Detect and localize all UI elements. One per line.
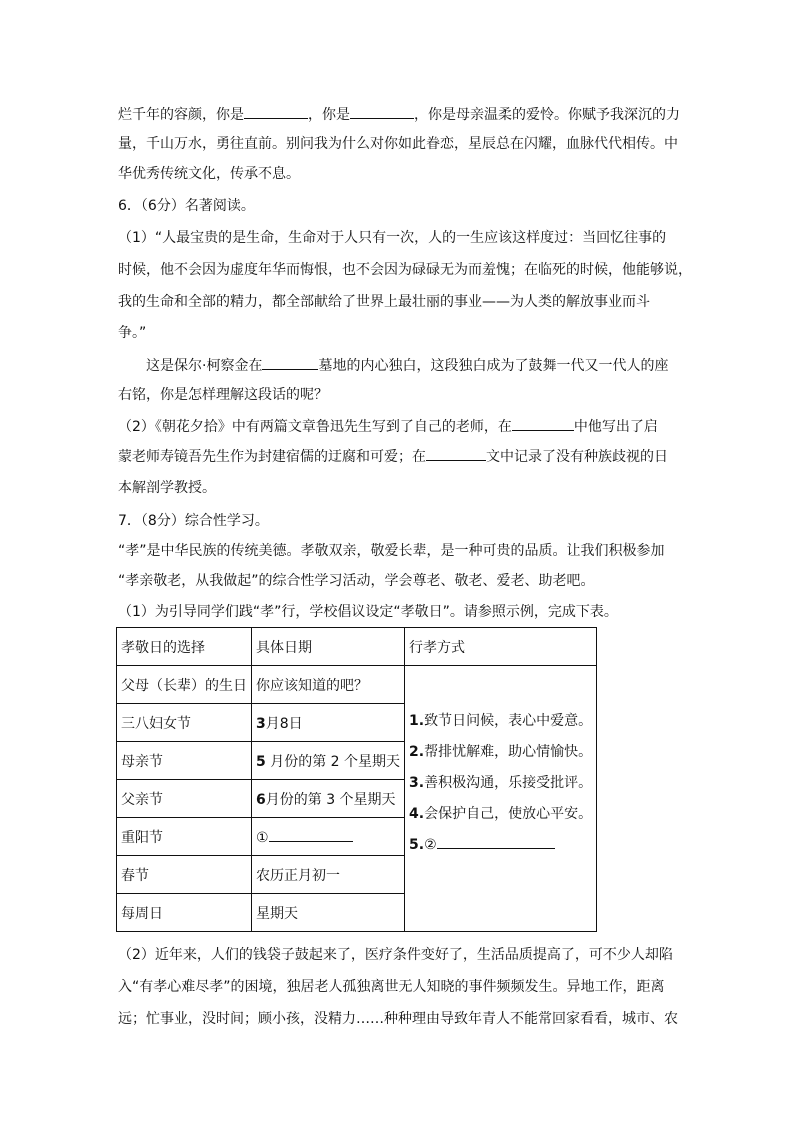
q7-p2-line-2: 入“有孝心难尽孝”的困境，独居老人孤独离世无人知晓的事件频频发生。异地工作，距离 xyxy=(118,979,665,995)
table-cell-ways xyxy=(405,666,597,932)
q7-p1-line: （1）为引导同学们践“孝”行，学校倡议设定“孝敬日”。请参照示例，完成下表。 xyxy=(118,604,618,620)
table-cell-date: 3月8日 xyxy=(252,704,405,742)
answer-blank[interactable] xyxy=(512,416,574,431)
table-cell-day: 每周日 xyxy=(117,894,252,932)
q7-p2-line-3: 远；忙事业，没时间；顾小孩，没精力……种种理由导致年青人不能常回家看看，城市、农 xyxy=(118,1011,678,1027)
answer-blank[interactable] xyxy=(426,446,486,461)
q7-intro-line-1: “孝”是中华民族的传统美德。孝敬双亲，敬爱长辈，是一种可贵的品质。让我们积极参加 xyxy=(118,543,665,559)
way-item: 1.致节日问候，表心中爱意。 xyxy=(409,713,593,729)
table-header-row xyxy=(117,628,597,666)
q7-heading: 7．（8分）综合性学习。 xyxy=(118,513,269,529)
q6-p1-line-5 xyxy=(146,355,668,376)
q7-intro-line-2: “孝亲敬老，从我做起”的综合性学习活动，学会尊老、敬老、爱老、助老吧。 xyxy=(118,573,595,589)
answer-blank[interactable] xyxy=(269,827,353,842)
q6-p1-line-1: （1）“人最宝贵的是生命，生命对于人只有一次，人的一生应该这样度过：当回忆往事的 xyxy=(118,230,667,246)
table-cell-date: 你应该知道的吧？ xyxy=(252,666,405,704)
way-item: 5.② xyxy=(409,830,592,861)
q6-p1-line-4: 争。” xyxy=(118,325,147,341)
table-cell-day: 父亲节 xyxy=(117,780,252,818)
filial-day-table xyxy=(116,627,597,932)
way-item: 3.善积极沟通，乐接受批评。 xyxy=(409,775,593,791)
table-header: 孝敬日的选择 xyxy=(117,628,252,666)
table-cell-date: 星期天 xyxy=(252,894,405,932)
way-item: 4.会保护自己，使放心平安。 xyxy=(409,806,593,822)
q6-text: 中他写出了启 xyxy=(573,419,658,435)
answer-blank[interactable] xyxy=(437,834,555,849)
q6-p2-line-1 xyxy=(118,416,658,437)
q6-p2-line-2 xyxy=(118,446,668,467)
q7-p2-line-1: （2）近年来，人们的钱袋子鼓起来了，医疗条件变好了，生活品质提高了，可不少人却陷 xyxy=(118,947,673,963)
intro-text: ，你是 xyxy=(308,107,350,123)
table-header: 具体日期 xyxy=(252,628,405,666)
intro-line-1 xyxy=(118,104,680,125)
intro-line-2: 量，千山万水，勇往直前。别问我为什么对你如此眷恋，星辰总在闪耀，血脉代代相传。中 xyxy=(118,136,678,152)
table-cell-day: 三八妇女节 xyxy=(117,704,252,742)
table-cell-date: ① xyxy=(252,818,405,856)
table-cell-date: 6月份的第 3 个星期天 xyxy=(252,780,405,818)
q6-text: （2）《朝花夕拾》中有两篇文章鲁迅先生写到了自己的老师，在 xyxy=(118,419,512,435)
q6-text: 墓地的内心独白，这段独白成为了鼓舞一代又一代人的座 xyxy=(318,358,669,374)
q6-text: 这是保尔·柯察金在 xyxy=(146,358,263,374)
table-cell-date: 5 月份的第 2 个星期天 xyxy=(252,742,405,780)
table-cell-date: 农历正月初一 xyxy=(252,856,405,894)
answer-blank[interactable] xyxy=(262,355,318,370)
answer-blank[interactable] xyxy=(244,104,308,119)
intro-text: 烂千年的容颜，你是 xyxy=(118,107,244,123)
q6-p1-line-3: 我的生命和全部的精力，都全部献给了世界上最壮丽的事业——为人类的解放事业而斗 xyxy=(118,294,650,310)
q6-heading: 6．（6分）名著阅读。 xyxy=(118,198,255,214)
q6-text: 文中记录了没有种族歧视的日 xyxy=(486,449,668,465)
intro-text: ，你是母亲温柔的爱怜。你赋予我深沉的力 xyxy=(414,107,680,123)
answer-blank[interactable] xyxy=(350,104,414,119)
table-header: 行孝方式 xyxy=(405,628,597,666)
q6-p1-line-2: 时候，他不会因为虚度年华而悔恨，也不会因为碌碌无为而羞愧；在临死的时候，他能够说， xyxy=(118,262,692,278)
table-cell-day: 父母（长辈）的生日 xyxy=(117,666,252,704)
table-cell-day: 春节 xyxy=(117,856,252,894)
table-row xyxy=(117,666,597,704)
q6-p1-line-6: 右铭，你是怎样理解这段话的呢？ xyxy=(118,387,328,403)
way-item: 2.帮排忧解难，助心情愉快。 xyxy=(409,744,593,760)
intro-line-3: 华优秀传统文化，传承不息。 xyxy=(118,166,300,182)
table-cell-day: 母亲节 xyxy=(117,742,252,780)
q6-text: 蒙老师寿镜吾先生作为封建宿儒的迂腐和可爱；在 xyxy=(118,449,426,465)
q6-p2-line-3: 本解剖学教授。 xyxy=(118,480,216,496)
table-cell-day: 重阳节 xyxy=(117,818,252,856)
